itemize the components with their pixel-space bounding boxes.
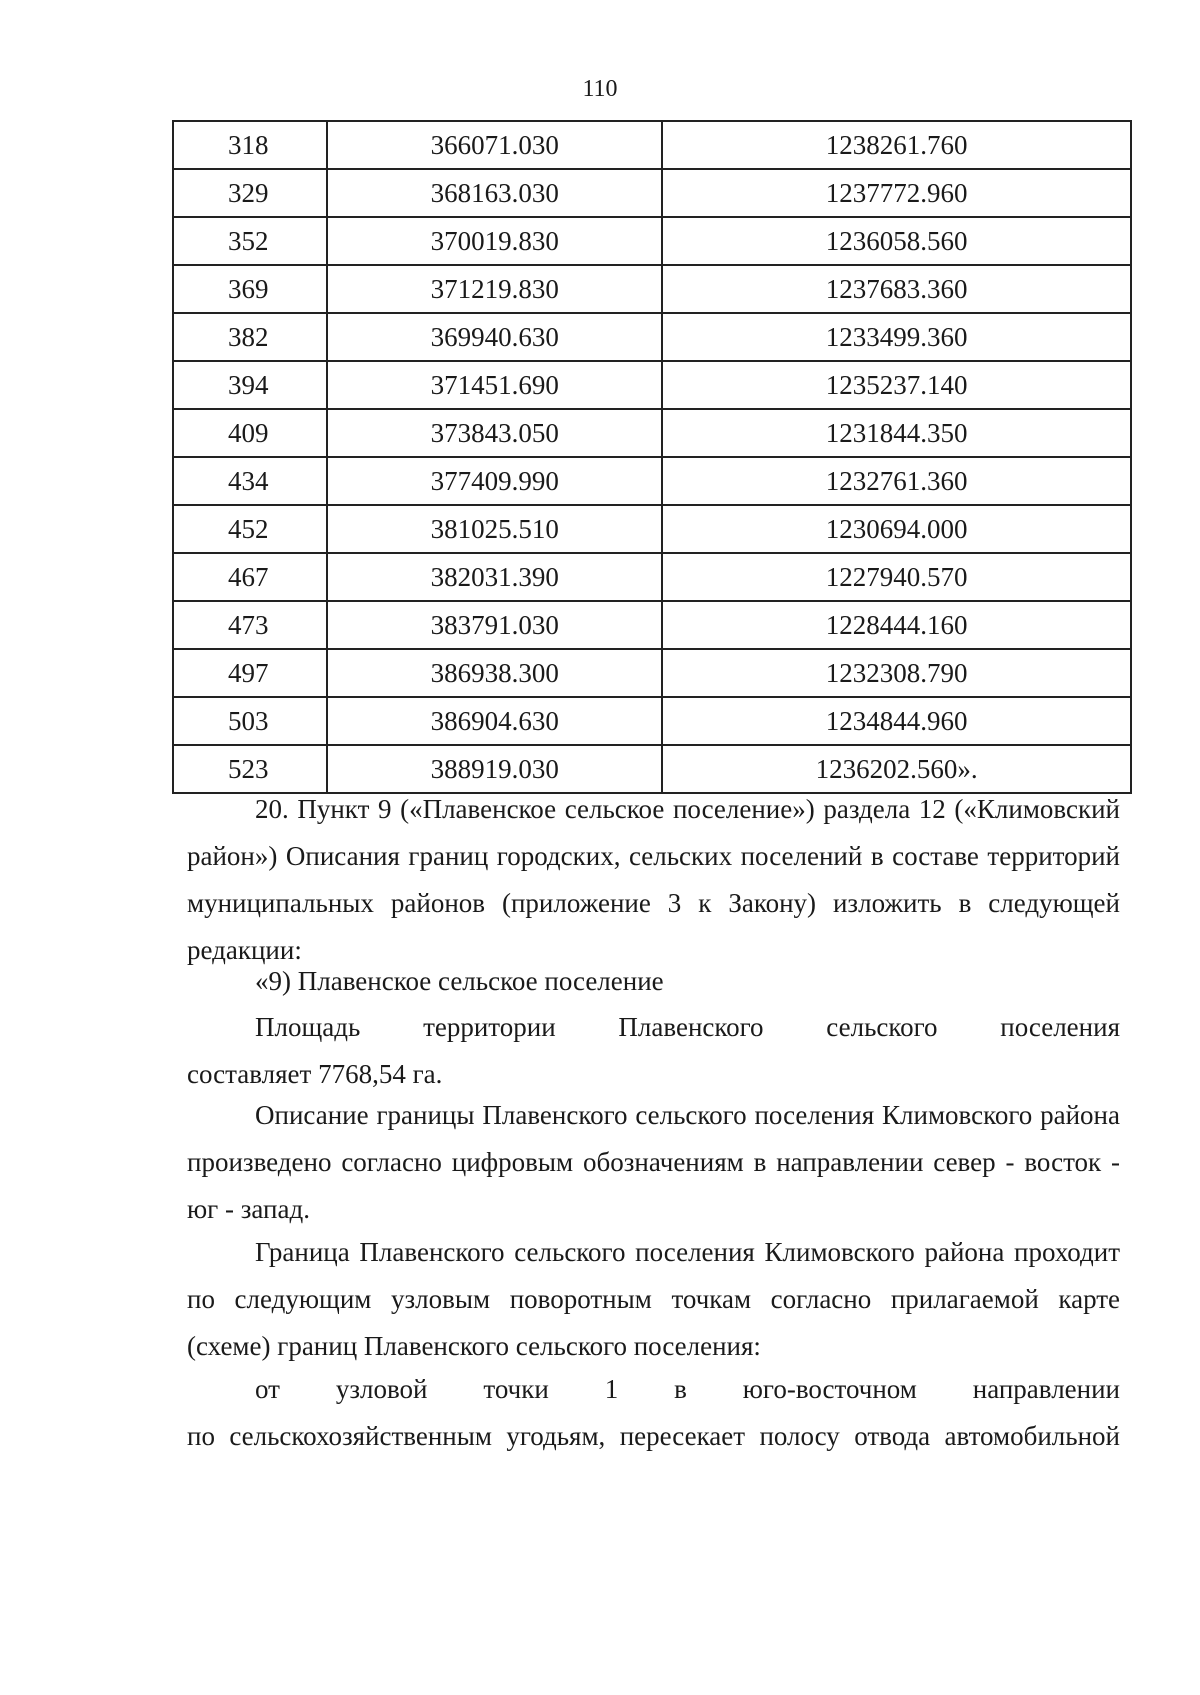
point-number-cell: 394	[173, 361, 327, 409]
point-number-cell: 318	[173, 121, 327, 169]
y-coordinate-cell: 1232308.790	[662, 649, 1131, 697]
point-number-cell: 329	[173, 169, 327, 217]
table-row	[173, 313, 1131, 361]
y-coordinate-cell: 1234844.960	[662, 697, 1131, 745]
description-block	[187, 1092, 1120, 1233]
x-coordinate-cell: 373843.050	[327, 409, 662, 457]
y-coordinate-cell: 1231844.350	[662, 409, 1131, 457]
point-number-cell: 452	[173, 505, 327, 553]
table-row	[173, 601, 1131, 649]
y-coordinate-cell: 1236202.560».	[662, 745, 1131, 793]
point-number-cell: 434	[173, 457, 327, 505]
point-number-cell: 352	[173, 217, 327, 265]
y-coordinate-cell: 1238261.760	[662, 121, 1131, 169]
coordinates-table-body	[173, 121, 1131, 793]
table-row	[173, 505, 1131, 553]
table-row	[173, 361, 1131, 409]
x-coordinate-cell: 386938.300	[327, 649, 662, 697]
from-point-line-1: от узловой точки 1 в юго-восточном направлении	[255, 1374, 1120, 1404]
point-number-cell: 369	[173, 265, 327, 313]
table-row	[173, 457, 1131, 505]
x-coordinate-cell: 366071.030	[327, 121, 662, 169]
area-line-1: Площадь территории Плавенского сельского поселения	[255, 1012, 1120, 1042]
table-row	[173, 169, 1131, 217]
from-point-block	[187, 1366, 1120, 1460]
amendment-20	[187, 786, 1120, 974]
point-number-cell: 382	[173, 313, 327, 361]
x-coordinate-cell: 383791.030	[327, 601, 662, 649]
x-coordinate-cell: 369940.630	[327, 313, 662, 361]
y-coordinate-cell: 1237683.360	[662, 265, 1131, 313]
point-number-cell: 523	[173, 745, 327, 793]
table-row	[173, 121, 1131, 169]
y-coordinate-cell: 1235237.140	[662, 361, 1131, 409]
table-row	[173, 697, 1131, 745]
table-row	[173, 649, 1131, 697]
y-coordinate-cell: 1228444.160	[662, 601, 1131, 649]
section-9-title-block	[187, 958, 1120, 1005]
y-coordinate-cell: 1233499.360	[662, 313, 1131, 361]
x-coordinate-cell: 371451.690	[327, 361, 662, 409]
point-number-cell: 467	[173, 553, 327, 601]
y-coordinate-cell: 1237772.960	[662, 169, 1131, 217]
paragraph-20: 20. Пункт 9 («Плавенское сельское поселение») раздела 12 («Климовский район») Описания границ городских, сельских поселений в составе территорий муниципальных районов (приложение 3 к Закону) изложить в следующей редакции:	[187, 794, 1120, 965]
x-coordinate-cell: 368163.030	[327, 169, 662, 217]
point-number-cell: 503	[173, 697, 327, 745]
point-number-cell: 473	[173, 601, 327, 649]
coordinates-table	[172, 120, 1132, 794]
y-coordinate-cell: 1236058.560	[662, 217, 1131, 265]
boundary-paragraph: Граница Плавенского сельского поселения Климовского района проходит по следующим узловым поворотным точкам согласно прилагаемой карте (схеме) границ Плавенского сельского поселения:	[187, 1237, 1120, 1361]
x-coordinate-cell: 382031.390	[327, 553, 662, 601]
x-coordinate-cell: 371219.830	[327, 265, 662, 313]
y-coordinate-cell: 1227940.570	[662, 553, 1131, 601]
point-number-cell: 497	[173, 649, 327, 697]
table-row	[173, 217, 1131, 265]
boundary-block	[187, 1229, 1120, 1370]
description-paragraph: Описание границы Плавенского сельского поселения Климовского района произведено согласно цифровым обозначениям в направлении север - восток - юг - запад.	[187, 1100, 1120, 1224]
table-row	[173, 409, 1131, 457]
x-coordinate-cell: 370019.830	[327, 217, 662, 265]
from-point-line-2: по сельскохозяйственным угодьям, пересекает полосу отвода автомобильной	[187, 1421, 1120, 1451]
section-9-title: «9) Плавенское сельское поселение	[255, 966, 664, 996]
x-coordinate-cell: 377409.990	[327, 457, 662, 505]
x-coordinate-cell: 388919.030	[327, 745, 662, 793]
x-coordinate-cell: 381025.510	[327, 505, 662, 553]
y-coordinate-cell: 1232761.360	[662, 457, 1131, 505]
table-row	[173, 265, 1131, 313]
page-number: 110	[582, 76, 618, 102]
area-line-2: составляет 7768,54 га.	[187, 1059, 443, 1089]
point-number-cell: 409	[173, 409, 327, 457]
y-coordinate-cell: 1230694.000	[662, 505, 1131, 553]
table-row	[173, 553, 1131, 601]
x-coordinate-cell: 386904.630	[327, 697, 662, 745]
area-block	[187, 1004, 1120, 1098]
